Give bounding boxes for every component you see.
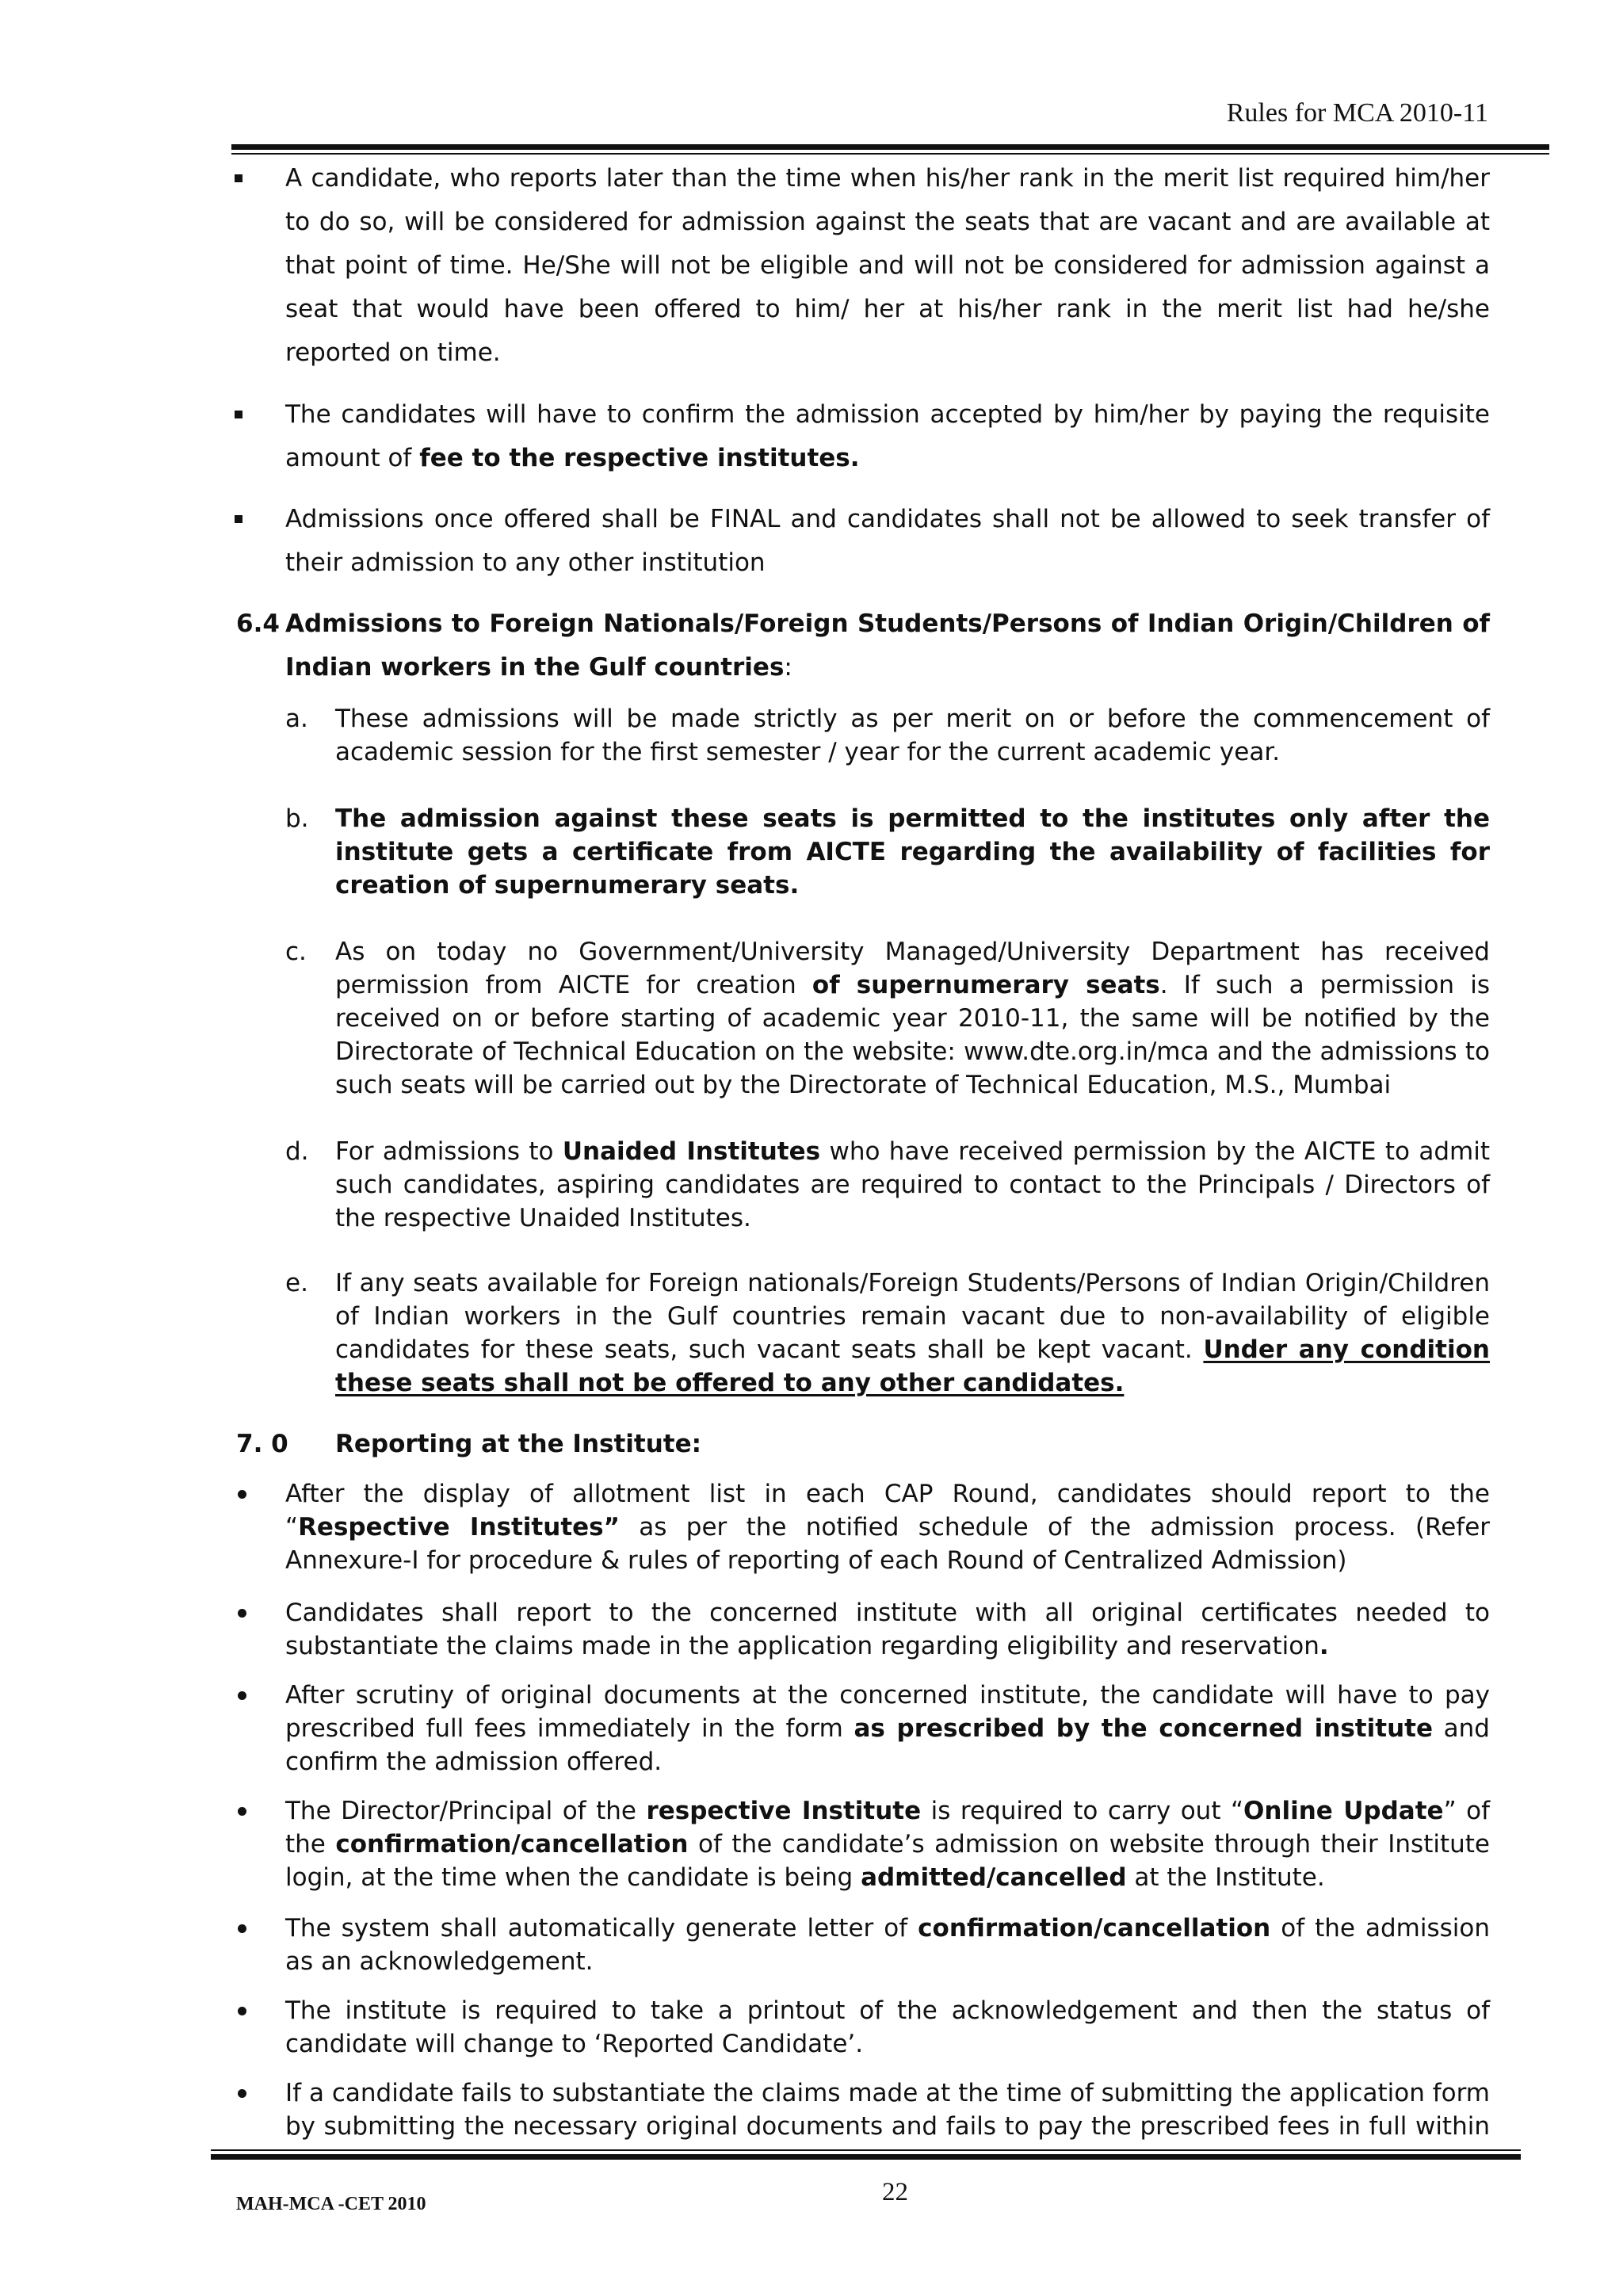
section-6-4-heading: Admissions to Foreign Nationals/Foreign Students/Persons of Indian Origin/Children of Indian workers in the Gulf countries:: [285, 609, 1490, 682]
item-letter-e: e.: [285, 1269, 308, 1297]
item-letter-c: c.: [285, 938, 307, 966]
footer-rule: [211, 2154, 1521, 2160]
section-6-4-number: 6.4: [236, 609, 280, 638]
item-a-text: These admissions will be made strictly as per merit on or before the commencement of academic session for the first semester / year for the current academic year.: [335, 705, 1490, 766]
page-number: 22: [882, 2178, 908, 2206]
bullet-system-letter: The system shall automatically generate letter of confirmation/cancellation of the admission as an acknowledgement.: [285, 1914, 1490, 1976]
bullet-dot-icon: [238, 1609, 246, 1618]
footer-exam-name: MAH-MCA -CET 2010: [236, 2194, 426, 2214]
bullet-square-icon: [235, 515, 242, 523]
item-c-text: As on today no Government/University Managed/University Department has received permission from AICTE for creation of supernumerary seats. If such a permission is received on or before starting of academic year 2010-11, the same will be notified by the Directorate of Technical Education on the website: www.dte.org.in/mca and the admissions to such seats will be carried out by the Directorate of Technical Education, M.S., Mumbai: [335, 938, 1490, 1099]
bullet-dot-icon: [238, 2007, 246, 2015]
footer-rule-thin: [211, 2149, 1521, 2151]
section-7-0-heading: Reporting at the Institute:: [335, 1430, 702, 1458]
section-7-0-number: 7. 0: [236, 1430, 288, 1458]
bullet-square-icon: [235, 174, 242, 182]
bullet-dot-icon: [238, 1490, 246, 1499]
bullet-original-certificates: Candidates shall report to the concerned institute with all original certificates needed to substantiate the claims made in the application regarding eligibility and reservation.: [285, 1599, 1490, 1660]
header-rule-thin: [231, 153, 1549, 155]
bullet-scrutiny-fees: After scrutiny of original documents at the concerned institute, the candidate will have to pay prescribed full fees immediately in the form as prescribed by the concerned institute and confirm the admission offered.: [285, 1681, 1490, 1776]
item-e-text: If any seats available for Foreign nationals/Foreign Students/Persons of Indian Origin/Children of Indian workers in the Gulf countries remain vacant due to non-availability of eligible candidates for these seats, such vacant seats shall be kept vacant. Under any condition these seats shall not be offered to any other candidates.: [335, 1269, 1490, 1397]
bullet-dot-icon: [238, 1691, 246, 1700]
bullet-square-icon: [235, 411, 242, 418]
item-letter-d: d.: [285, 1137, 309, 1166]
bullet-fails-substantiate: If a candidate fails to substantiate the claims made at the time of submitting the application form by submitting the necessary original documents and fails to pay the prescribed fees in full within: [285, 2079, 1490, 2141]
bullet-allotment-list: After the display of allotment list in each CAP Round, candidates should report to the “Respective Institutes” as per the notified schedule of the admission process. (Refer Annexure-I for procedure & rules of reporting of each Round of Centralized Admission): [285, 1480, 1491, 1575]
bullet-dot-icon: [238, 1807, 246, 1816]
bullet-printout: The institute is required to take a printout of the acknowledgement and then the status of candidate will change to ‘Reported Candidate’.: [285, 1996, 1490, 2058]
bullet-confirm-admission: The candidates will have to confirm the admission accepted by him/her by paying the requisite amount of fee to the respective institutes.: [285, 400, 1490, 472]
bullet-dot-icon: [238, 1924, 246, 1933]
header-rule: [231, 144, 1549, 150]
bullet-late-reporting: A candidate, who reports later than the time when his/her rank in the merit list required him/her to do so, will be considered for admission against the seats that are vacant and are available at that point of time. He/She will not be eligible and will not be considered for admission against a seat that would have been offered to him/ her at his/her rank in the merit list had he/she reported on time.: [285, 164, 1490, 367]
bullet-final-admission: Admissions once offered shall be FINAL and candidates shall not be allowed to seek transfer of their admission to any other institution: [285, 505, 1490, 577]
item-b-text: The admission against these seats is permitted to the institutes only after the institute gets a certificate from AICTE regarding the availability of facilities for creation of supernumerary seats.: [335, 804, 1490, 900]
item-d-text: For admissions to Unaided Institutes who have received permission by the AICTE to admit such candidates, aspiring candidates are required to contact to the Principals / Directors of the respective Unaided Institutes.: [335, 1137, 1490, 1232]
item-letter-b: b.: [285, 804, 309, 833]
header-title: Rules for MCA 2010-11: [1226, 98, 1488, 128]
bullet-dot-icon: [238, 2089, 246, 2098]
item-letter-a: a.: [285, 705, 308, 733]
bullet-online-update: The Director/Principal of the respective Institute is required to carry out “Online Update” of the confirmation/cancellation of the candidate’s admission on website through their Institute login, at the time when the candidate is being admitted/cancelled at the Institute.: [285, 1797, 1491, 1892]
